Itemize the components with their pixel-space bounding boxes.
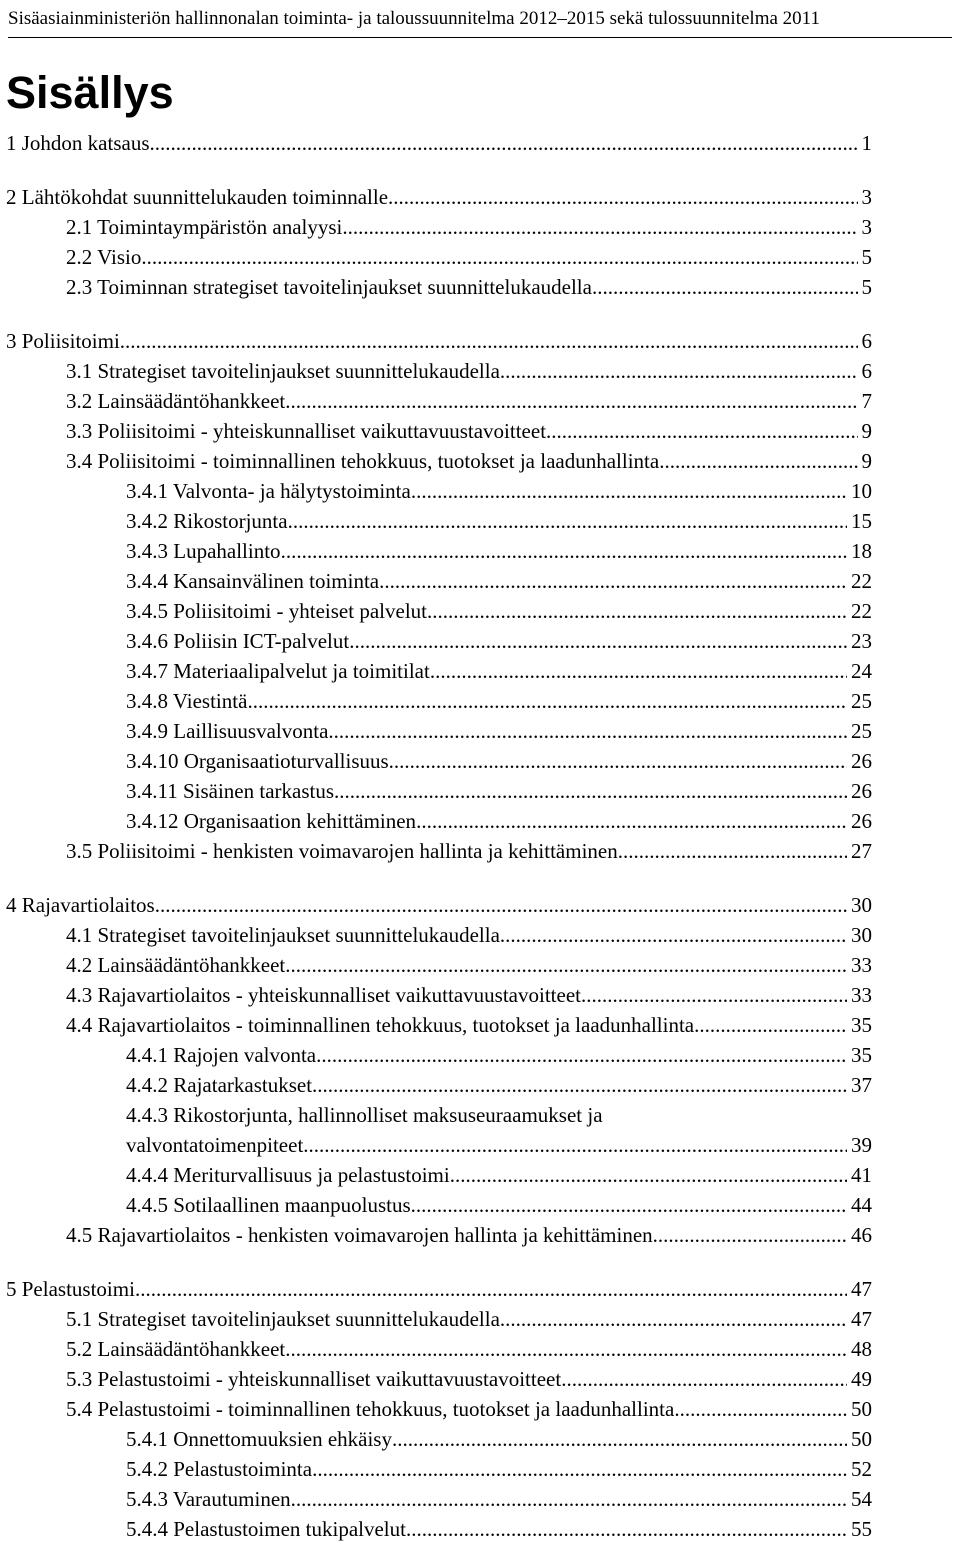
toc-entry-page-number: 48	[851, 1337, 872, 1361]
toc-entry[interactable]	[66, 1334, 872, 1364]
toc-entry-page-number: 26	[851, 779, 872, 803]
toc-entry-page-number: 30	[851, 893, 872, 917]
toc-entry[interactable]	[126, 1484, 872, 1514]
toc-entry-page-number: 46	[851, 1223, 872, 1247]
toc-entry[interactable]	[126, 1424, 872, 1454]
toc-entry-page-number: 33	[851, 983, 872, 1007]
toc-entry-title: 3.4.6 Poliisin ICT-palvelut	[126, 629, 350, 653]
toc-entry[interactable]	[66, 950, 872, 980]
toc-entry-page-number: 9	[861, 419, 872, 443]
toc-entry-page-number: 26	[851, 809, 872, 833]
toc-entry[interactable]	[6, 1274, 872, 1304]
toc-entry-page-number: 27	[851, 839, 872, 863]
toc-entry[interactable]	[126, 596, 872, 626]
toc-entry-title: 4.3 Rajavartiolaitos - yhteiskunnalliset vaikuttavuustavoitteet	[66, 983, 581, 1007]
toc-entry-title: 3.4.2 Rikostorjunta	[126, 509, 288, 533]
toc-entry-title: 4.4.2 Rajatarkastukset	[126, 1073, 313, 1097]
toc-entry[interactable]	[66, 356, 872, 386]
toc-entry[interactable]	[126, 1160, 872, 1190]
toc-entry-page-number: 3	[861, 185, 872, 209]
toc-entry[interactable]	[126, 476, 872, 506]
dot-leader	[328, 716, 847, 746]
toc-entry[interactable]	[126, 1190, 872, 1220]
toc-entry-title: 3.4.5 Poliisitoimi - yhteiset palvelut	[126, 599, 427, 623]
dot-leader	[388, 182, 857, 212]
dot-leader	[592, 272, 858, 302]
dot-leader	[546, 416, 857, 446]
dot-leader	[581, 980, 847, 1010]
toc-entry[interactable]	[126, 566, 872, 596]
toc-entry[interactable]	[126, 656, 872, 686]
dot-leader	[303, 1130, 847, 1160]
toc-entry-page-number: 25	[851, 689, 872, 713]
toc-entry-page-number: 22	[851, 599, 872, 623]
toc-entry-title: 2.2 Visio	[66, 245, 142, 269]
toc-entry-page-number: 1	[861, 131, 872, 155]
toc-entry-page-number: 47	[851, 1277, 872, 1301]
toc-entry[interactable]	[66, 1304, 872, 1334]
toc-entry[interactable]	[126, 1040, 872, 1070]
toc-entry-title: 1 Johdon katsaus	[6, 131, 150, 155]
toc-entry[interactable]	[126, 686, 872, 716]
dot-leader	[674, 1394, 847, 1424]
toc-entry[interactable]	[126, 746, 872, 776]
toc-entry[interactable]	[66, 386, 872, 416]
toc-entry-page-number: 7	[861, 389, 872, 413]
dot-leader	[430, 656, 847, 686]
toc-entry-page-number: 5	[861, 245, 872, 269]
toc-entry-page-number: 54	[851, 1487, 872, 1511]
toc-entry-title: 3.4.4 Kansainvälinen toiminta	[126, 569, 380, 593]
toc-entry[interactable]	[66, 242, 872, 272]
toc-entry-title: 5.3 Pelastustoimi - yhteiskunnalliset vaikuttavuustavoitteet	[66, 1367, 562, 1391]
toc-entry[interactable]	[66, 1394, 872, 1424]
dot-leader	[653, 1220, 847, 1250]
toc-entry[interactable]	[66, 1010, 872, 1040]
toc-entry-title: 5.4.4 Pelastustoimen tukipalvelut	[126, 1517, 406, 1541]
dot-leader	[155, 890, 847, 920]
toc-entry-text[interactable]: 4.4.3 Rikostorjunta, hallinnolliset maksuseuraamukset ja	[126, 1103, 603, 1127]
dot-leader	[389, 746, 847, 776]
toc-entry[interactable]	[126, 1514, 872, 1544]
toc-entry-page-number: 49	[851, 1367, 872, 1391]
dot-leader	[392, 1424, 847, 1454]
toc-entry-title: 3.4.1 Valvonta- ja hälytystoiminta	[126, 479, 411, 503]
toc-entry-page-number: 50	[851, 1397, 872, 1421]
dot-leader	[411, 476, 847, 506]
dot-leader	[500, 1304, 847, 1334]
toc-entry-page-number: 6	[861, 329, 872, 353]
toc-entry-page-number: 18	[851, 539, 872, 563]
toc-entry-title: 5.4.1 Onnettomuuksien ehkäisy	[126, 1427, 392, 1451]
toc-entry-title: 5.4 Pelastustoimi - toiminnallinen tehokkuus, tuotokset ja laadunhallinta	[66, 1397, 675, 1421]
toc-entry[interactable]	[66, 446, 872, 476]
dot-leader	[135, 1274, 847, 1304]
dot-leader	[312, 1070, 847, 1100]
toc-entry[interactable]	[66, 1364, 872, 1394]
dot-leader	[379, 566, 847, 596]
toc-entry[interactable]	[66, 416, 872, 446]
toc-entry-page-number: 24	[851, 659, 872, 683]
toc-entry-page-number: 25	[851, 719, 872, 743]
toc-entry-page-number: 37	[851, 1073, 872, 1097]
toc-entry[interactable]	[126, 1070, 872, 1100]
dot-leader	[247, 686, 847, 716]
toc-entry-page-number: 6	[861, 359, 872, 383]
toc-entry-page-number: 44	[851, 1193, 872, 1217]
toc-entry-page-number: 39	[851, 1133, 872, 1157]
toc-entry-title: 3.4.12 Organisaation kehittäminen	[126, 809, 417, 833]
toc-entry-title: 3.4.9 Laillisuusvalvonta	[126, 719, 329, 743]
dot-leader	[406, 1514, 847, 1544]
dot-leader	[312, 1454, 847, 1484]
toc-entry-title: 3.4.7 Materiaalipalvelut ja toimitilat	[126, 659, 430, 683]
toc-entry-title: 5.4.2 Pelastustoiminta	[126, 1457, 313, 1481]
toc-entry-page-number: 35	[851, 1013, 872, 1037]
toc-entry-title: 4.1 Strategiset tavoitelinjaukset suunnittelukaudella	[66, 923, 500, 947]
dot-leader	[285, 950, 847, 980]
dot-leader	[618, 836, 847, 866]
dot-leader	[694, 1010, 847, 1040]
dot-leader	[416, 806, 847, 836]
toc-entry-title: 3.4.10 Organisaatioturvallisuus	[126, 749, 389, 773]
toc-entry[interactable]	[126, 806, 872, 836]
toc-entry[interactable]	[66, 920, 872, 950]
toc-entry-title: 3.3 Poliisitoimi - yhteiskunnalliset vaikuttavuustavoitteet	[66, 419, 547, 443]
toc-entry-title: 5 Pelastustoimi	[6, 1277, 135, 1301]
toc-entry-title: 3.1 Strategiset tavoitelinjaukset suunnittelukaudella	[66, 359, 500, 383]
toc-entry-page-number: 47	[851, 1307, 872, 1331]
dot-leader	[120, 326, 858, 356]
dot-leader	[450, 1160, 847, 1190]
dot-leader	[285, 386, 857, 416]
toc-entry-page-number: 41	[851, 1163, 872, 1187]
toc-entry-title: 3.2 Lainsäädäntöhankkeet	[66, 389, 286, 413]
dot-leader	[288, 506, 847, 536]
toc-entry-title: valvontatoimenpiteet	[126, 1133, 304, 1157]
dot-leader	[659, 446, 857, 476]
toc-entry-page-number: 10	[851, 479, 872, 503]
toc-entry-page-number: 52	[851, 1457, 872, 1481]
toc-entry[interactable]	[66, 212, 872, 242]
toc-entry-title: 4.2 Lainsäädäntöhankkeet	[66, 953, 286, 977]
toc-entry-page-number: 50	[851, 1427, 872, 1451]
toc-entry-title: 3.4.3 Lupahallinto	[126, 539, 281, 563]
toc-entry-page-number: 15	[851, 509, 872, 533]
toc-entry-title: 4.4.5 Sotilaallinen maanpuolustus	[126, 1193, 411, 1217]
toc-entry-title: 5.4.3 Varautuminen	[126, 1487, 291, 1511]
toc-entry-title: 5.2 Lainsäädäntöhankkeet	[66, 1337, 286, 1361]
toc-entry[interactable]	[126, 536, 872, 566]
toc-entry[interactable]	[126, 1454, 872, 1484]
toc-entry-page-number: 5	[861, 275, 872, 299]
toc-entry[interactable]	[6, 326, 872, 356]
toc-entry-title: 2.1 Toimintaympäristön analyysi	[66, 215, 343, 239]
dot-leader	[500, 356, 858, 386]
toc-entry-page-number: 35	[851, 1043, 872, 1067]
toc-entry[interactable]	[126, 1130, 872, 1160]
dot-leader	[561, 1364, 847, 1394]
dot-leader	[285, 1334, 847, 1364]
toc-entry[interactable]	[66, 836, 872, 866]
toc-entry[interactable]	[126, 776, 872, 806]
toc-entry[interactable]	[6, 182, 872, 212]
dot-leader	[281, 536, 847, 566]
dot-leader	[141, 242, 857, 272]
dot-leader	[411, 1190, 847, 1220]
toc-entry[interactable]	[66, 1220, 872, 1250]
toc-entry-title: 4.4.1 Rajojen valvonta	[126, 1043, 317, 1067]
dot-leader	[150, 128, 858, 158]
toc-entry-title: 4.4 Rajavartiolaitos - toiminnallinen tehokkuus, tuotokset ja laadunhallinta	[66, 1013, 695, 1037]
toc-entry[interactable]	[126, 626, 872, 656]
dot-leader	[500, 920, 847, 950]
toc-entry[interactable]	[6, 890, 872, 920]
toc-entry[interactable]	[66, 272, 872, 302]
toc-entry-title: 2 Lähtökohdat suunnittelukauden toiminnalle	[6, 185, 389, 209]
toc-entry[interactable]	[126, 716, 872, 746]
toc-entry-page-number: 30	[851, 923, 872, 947]
toc-entry-title: 3.4.8 Viestintä	[126, 689, 248, 713]
toc-entry[interactable]	[6, 128, 872, 158]
running-header-text: Sisäasiainministeriön hallinnonalan toiminta- ja taloussuunnitelma 2012–2015 sekä tulossuunnitelma 2011	[8, 8, 820, 29]
toc-entry-page-number: 9	[861, 449, 872, 473]
toc-entry-page-number: 33	[851, 953, 872, 977]
toc-entry[interactable]	[66, 980, 872, 1010]
toc-entry-title: 4.4.4 Meriturvallisuus ja pelastustoimi	[126, 1163, 450, 1187]
dot-leader	[291, 1484, 847, 1514]
toc-entry-title: 4.5 Rajavartiolaitos - henkisten voimavarojen hallinta ja kehittäminen	[66, 1223, 653, 1247]
toc-entry-page-number: 3	[861, 215, 872, 239]
toc-entry-page-number: 55	[851, 1517, 872, 1541]
toc-entry-page-number: 23	[851, 629, 872, 653]
dot-leader	[427, 596, 847, 626]
toc-entry-page-number: 22	[851, 569, 872, 593]
toc-entry[interactable]	[126, 506, 872, 536]
toc-entry-title: 3.5 Poliisitoimi - henkisten voimavarojen hallinta ja kehittäminen	[66, 839, 618, 863]
toc-entry-title: 5.1 Strategiset tavoitelinjaukset suunnittelukaudella	[66, 1307, 500, 1331]
dot-leader	[334, 776, 847, 806]
toc-entry-title: 3.4 Poliisitoimi - toiminnallinen tehokkuus, tuotokset ja laadunhallinta	[66, 449, 660, 473]
toc-entry-page-number: 26	[851, 749, 872, 773]
toc-entry-title: 2.3 Toiminnan strategiset tavoitelinjaukset suunnittelukaudella	[66, 275, 592, 299]
toc-entry-title: 3 Poliisitoimi	[6, 329, 120, 353]
dot-leader	[349, 626, 847, 656]
toc-entry-title: 3.4.11 Sisäinen tarkastus	[126, 779, 335, 803]
page-title: Sisällys	[6, 67, 174, 118]
dot-leader	[342, 212, 857, 242]
toc-entry-title: 4 Rajavartiolaitos	[6, 893, 155, 917]
dot-leader	[316, 1040, 847, 1070]
